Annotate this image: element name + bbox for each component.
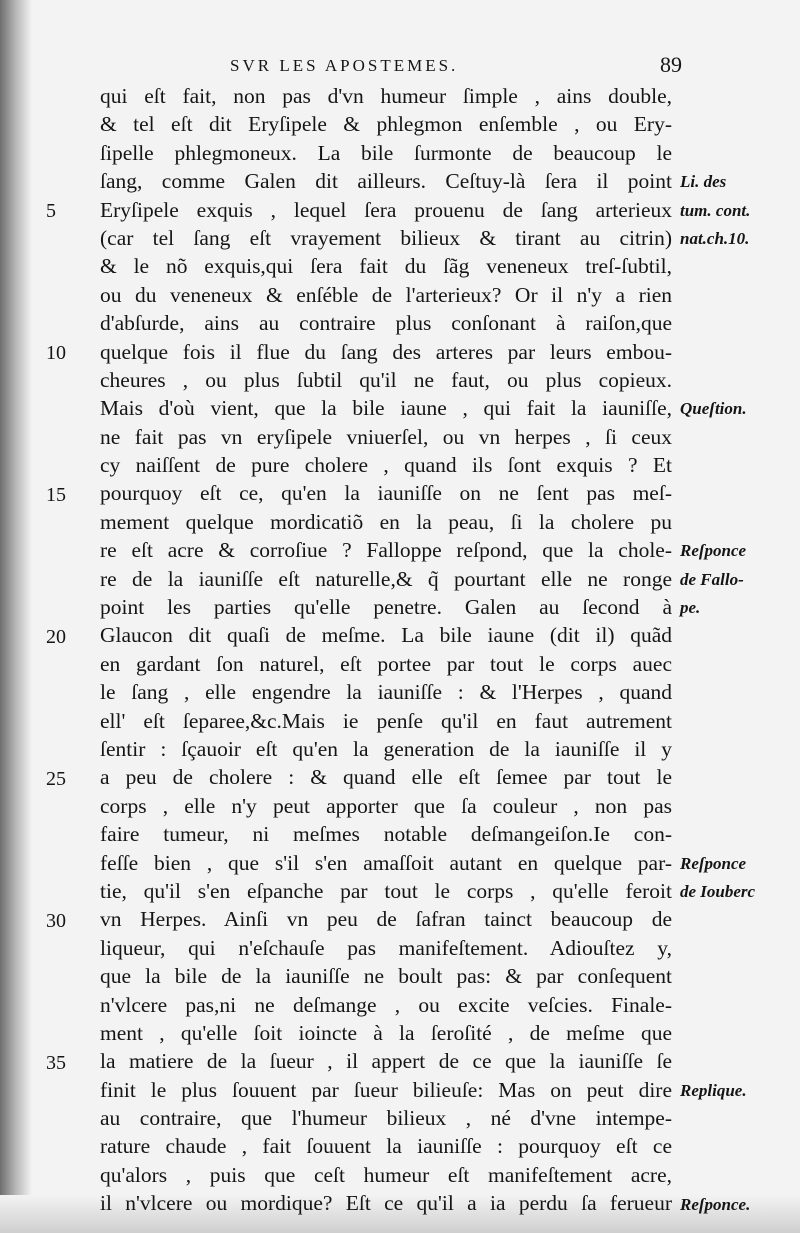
page-number: 89 (660, 52, 682, 77)
text-line: Eryſipele exquis , lequel ſera prouenu de ſang arterieux (100, 197, 672, 222)
text-line: ment , qu'elle ſoit ioincte à la ſeroſité , de meſme que (100, 1020, 672, 1045)
text-line: vn Herpes. Ainſi vn peu de ſafran tainct beaucoup de (100, 907, 672, 932)
text-line: qu'alors , puis que ceſt humeur eſt manifeſtement acre, (100, 1162, 672, 1187)
margin-note: pe. (680, 598, 701, 618)
text-line: en gardant ſon naturel, eſt portee par tout le corps auec (100, 651, 672, 676)
line-number: 5 (46, 199, 56, 222)
line-number: 10 (46, 341, 66, 364)
text-line: a peu de cholere : & quand elle eſt ſemee par tout le (100, 765, 672, 790)
margin-note: Li. des (680, 172, 727, 192)
running-title: SVR LES APOSTEMES. (230, 56, 459, 75)
text-line: ſang, comme Galen dit ailleurs. Ceſtuy-là ſera il point (100, 169, 672, 194)
text-line: qui eſt fait, non pas d'vn humeur ſimple , ains double, (100, 84, 672, 108)
text-line: le ſang , elle engendre la iauniſſe : & l'Herpes , quand (100, 680, 672, 705)
text-line: pourquoy eſt ce, qu'en la iauniſſe on ne ſent pas meſ- (100, 481, 672, 506)
line-number: 35 (46, 1051, 66, 1074)
text-line: faire tumeur, ni meſmes notable deſmangeiſon.Ie con- (100, 822, 672, 847)
text-line: ou du veneneux & enſéble de l'arterieux? Or il n'y a rien (100, 282, 672, 307)
text-line: feſſe bien , que s'il s'en amaſſoit autant en quelque par- (100, 850, 672, 875)
text-line: Glaucon dit quaſi de meſme. La bile iaune (dit il) quãd (100, 623, 672, 648)
text-line: tie, qu'il s'en eſpanche par tout le corps , qu'elle feroit (100, 878, 672, 903)
text-line: au contraire, que l'humeur bilieux , né d'vne intempe- (100, 1106, 672, 1131)
text-line: ſipelle phlegmoneux. La bile ſurmonte de beaucoup le (100, 140, 672, 165)
text-line: (car tel ſang eſt vrayement bilieux & tirant au citrin) (100, 225, 672, 250)
margin-note: de Fallo- (680, 569, 744, 589)
text-line: cy naiſſent de pure cholere , quand ils ſont exquis ? Et (100, 453, 672, 478)
margin-note: Queſtion. (680, 399, 747, 419)
text-line: ell' eſt ſeparee,&c.Mais ie penſe qu'il en faut autrement (100, 708, 672, 733)
margin-note: Reſponce (680, 541, 747, 561)
margin-note: de Iouberc (680, 882, 756, 902)
text-line: re eſt acre & corroſiue ? Falloppe reſpond, que la chole- (100, 538, 672, 563)
text-line: il n'vlcere ou mordique? Eſt ce qu'il a ia perdu ſa ferueur (100, 1191, 672, 1216)
text-line: que la bile de la iauniſſe ne boult pas: & par conſequent (100, 964, 672, 989)
text-line: cheures , ou plus ſubtil qu'il ne faut, ou plus copieux. (100, 367, 672, 392)
text-line: n'vlcere pas,ni ne deſmange , ou excite veſcies. Finale- (100, 992, 672, 1017)
text-line: & le nõ exquis,qui ſera fait du ſãg veneneux treſ-ſubtil, (100, 254, 672, 279)
line-number: 20 (46, 625, 66, 648)
line-number: 15 (46, 483, 66, 506)
line-number: 25 (46, 767, 66, 790)
text-line: mement quelque mordicatiõ en la peau, ſi la cholere pu (100, 509, 672, 534)
binding-shadow (0, 0, 32, 1233)
text-line: re de la iauniſſe eſt naturelle,& q̃ pourtant elle ne ronge (100, 566, 672, 591)
margin-note: tum. cont. (680, 200, 751, 220)
text-line: ſentir : ſçauoir eſt qu'en la generation de la iauniſſe il y (100, 736, 672, 761)
text-line: ne fait pas vn eryſipele vniuerſel, ou vn herpes , ſi ceux (100, 424, 672, 449)
text-line: quelque fois il flue du ſang des arteres par leurs embou- (100, 339, 672, 364)
text-line: la matiere de la ſueur , il appert de ce que la iauniſſe ſe (100, 1049, 672, 1074)
text-line: & tel eſt dit Eryſipele & phlegmon enſemble , ou Ery- (100, 112, 672, 137)
text-line: finit le plus ſouuent par ſueur bilieuſe: Mas on peut dire (100, 1077, 672, 1102)
page-header (230, 52, 690, 82)
text-line: corps , elle n'y peut apporter que ſa couleur , non pas (100, 793, 672, 818)
margin-note: nat.ch.10. (680, 229, 750, 248)
margin-note: Replique. (680, 1081, 747, 1100)
text-line: d'abſurde, ains au contraire plus conſonant à raiſon,que (100, 311, 672, 336)
text-line: rature chaude , fait ſouuent la iauniſſe : pourquoy eſt ce (100, 1134, 672, 1159)
margin-note: Reſponce (680, 853, 747, 873)
text-line: Mais d'où vient, que la bile iaune , qui fait la iauniſſe, (100, 396, 672, 421)
text-line: liqueur, qui n'eſchauſe pas manifeſtement. Adiouſtez y, (100, 935, 672, 960)
margin-note: Reſponce. (680, 1194, 751, 1214)
line-number: 30 (46, 909, 66, 932)
text-line: point les parties qu'elle penetre. Galen au ſecond à (100, 595, 672, 620)
body-text (100, 82, 672, 1218)
